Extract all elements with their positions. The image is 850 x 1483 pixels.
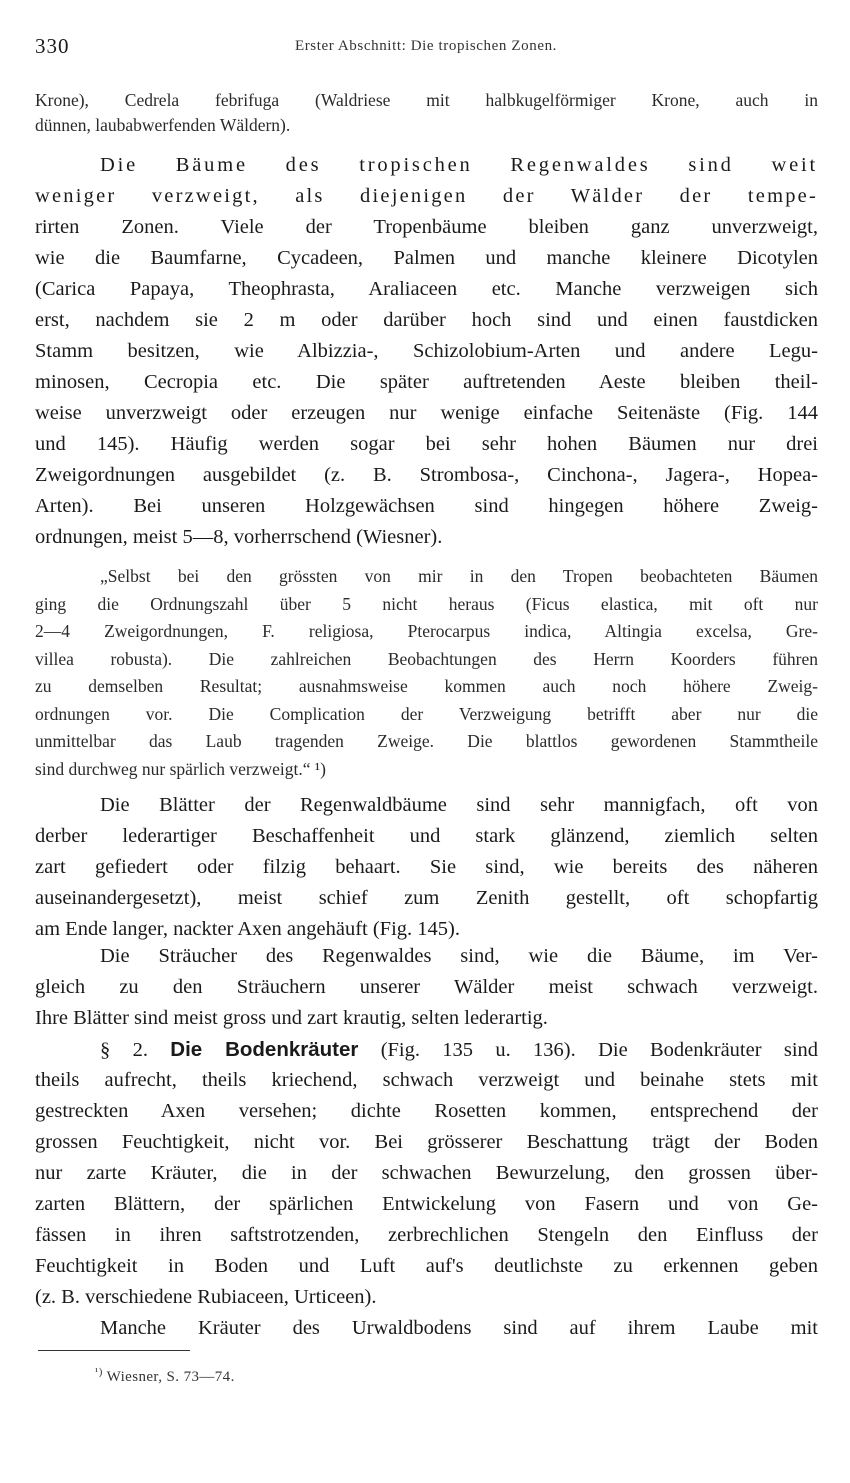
text-line: auseinandergesetzt), meist schief zum Zenith gestellt, oft schopfartig [35,887,818,909]
text-line: und 145). Häufig werden sogar bei sehr hohen Bäumen nur drei [35,433,818,455]
text-line: zart gefiedert oder filzig behaart. Sie sind, wie bereits des näheren [35,856,818,878]
text-line: dünnen, laubabwerfenden Wäldern). [35,115,291,135]
section-heading: Die Bodenkräuter [170,1038,359,1061]
text-line: Die Bäume des tropischen Regenwaldes sind weit [100,154,818,176]
text-line: Die Blätter der Regenwaldbäume sind sehr mannigfach, oft von [100,794,818,816]
text-line: Arten). Bei unseren Holzgewächsen sind hingegen höhere Zweig- [35,495,818,517]
text-line: weise unverzweigt oder erzeugen nur wenige einfache Seitenäste (Fig. 144 [35,402,818,424]
paragraph-leaves [35,790,818,945]
section-number: § 2. [100,1039,148,1061]
text-line: minosen, Cecropia etc. Die später auftretenden Aeste bleiben theil- [35,371,818,393]
text-line: theils aufrecht, theils kriechend, schwach verzweigt und beinahe stets mit [35,1069,818,1091]
text-line: ordnungen, meist 5—8, vorherrschend (Wiesner). [35,526,443,548]
text-line: villea robusta). Die zahlreichen Beobachtungen des Herrn Koorders führen [35,648,818,669]
text-line: gestreckten Axen versehen; dichte Rosetten kommen, entsprechend der [35,1100,818,1122]
page-number: 330 [35,34,70,58]
text-line: zu demselben Resultat; ausnahmsweise kommen auch noch höhere Zweig- [35,676,818,696]
text-line: ging die Ordnungszahl über 5 nicht heraus (Ficus elastica, mit oft nur [35,593,818,614]
section-ground-herbs [35,1034,818,1313]
section-first-line [35,1034,818,1065]
text-line: weniger verzweigt, als diejenigen der Wälder der tempe- [35,185,818,207]
text-line: fässen in ihren saftstrotzenden, zerbrechlichen Stengeln den Einfluss der [35,1224,818,1246]
text-line: (Carica Papaya, Theophrasta, Araliaceen etc. Manche verzweigen sich [35,278,818,300]
text-line: nur zarte Kräuter, die in der schwachen Bewurzelung, den grossen über- [35,1162,818,1184]
text-line: Ihre Blätter sind meist gross und zart krautig, selten lederartig. [35,1007,548,1029]
text-line: (z. B. verschiedene Rubiaceen, Urticeen). [35,1286,377,1308]
section-first-text: (Fig. 135 u. 136). Die Bodenkräuter sind [380,1039,819,1061]
running-head [35,34,817,62]
text-line: sind durchweg nur spärlich verzweigt.“ ¹) [35,758,326,779]
running-title: Erster Abschnitt: Die tropischen Zonen. [294,38,558,54]
text-line: Zweigordnungen ausgebildet (z. B. Strombosa-, Cinchona-, Jagera-, Hopea- [35,464,818,486]
paragraph-herbs-continued [35,1313,818,1344]
text-line: 2—4 Zweigordnungen, F. religiosa, Pterocarpus indica, Altingia excelsa, Gre- [35,621,818,641]
text-line: rirten Zonen. Viele der Tropenbäume bleiben ganz unverzweigt, [35,216,818,238]
footnote-marker: ¹) [95,1366,103,1378]
block-quote [35,563,818,783]
text-line: Feuchtigkeit in Boden und Luft auf's deutlichste zu erkennen geben [35,1255,818,1277]
text-line: derber lederartiger Beschaffenheit und stark glänzend, ziemlich selten [35,825,818,847]
text-line: ordnungen vor. Die Complication der Verzweigung betrifft aber nur die [35,703,818,724]
text-line: „Selbst bei den grössten von mir in den Tropen beobachteten Bäumen [100,566,818,586]
paragraph-tree-branching [35,150,818,553]
text-line: Manche Kräuter des Urwaldbodens sind auf ihrem Laube mit [100,1317,818,1339]
text-line: Stamm besitzen, wie Albizzia-, Schizolobium-Arten und andere Legu- [35,340,818,362]
footnote-text: Wiesner, S. 73—74. [106,1369,235,1385]
text-line: erst, nachdem sie 2 m oder darüber hoch sind und einen faustdicken [35,309,818,331]
paragraph-shrubs [35,941,818,1034]
text-line: unmittelbar das Laub tragenden Zweige. Die blattlos gewordenen Stammtheile [35,731,818,751]
footnote [95,1366,235,1386]
text-line: Die Sträucher des Regenwaldes sind, wie die Bäume, im Ver- [100,945,818,967]
text-line: Krone), Cedrela febrifuga (Waldriese mit halbkugelförmiger Krone, auch in [35,90,818,110]
text-line: wie die Baumfarne, Cycadeen, Palmen und manche kleinere Dicotylen [35,247,818,269]
text-line: grossen Feuchtigkeit, nicht vor. Bei grösserer Beschattung trägt der Boden [35,1131,818,1153]
text-line: am Ende langer, nackter Axen angehäuft (Fig. 145). [35,918,460,940]
text-line: gleich zu den Sträuchern unserer Wälder meist schwach verzweigt. [35,976,818,998]
paragraph-continuation [35,88,818,138]
text-line: zarten Blättern, der spärlichen Entwickelung von Fasern und von Ge- [35,1193,818,1215]
footnote-divider [38,1350,190,1351]
